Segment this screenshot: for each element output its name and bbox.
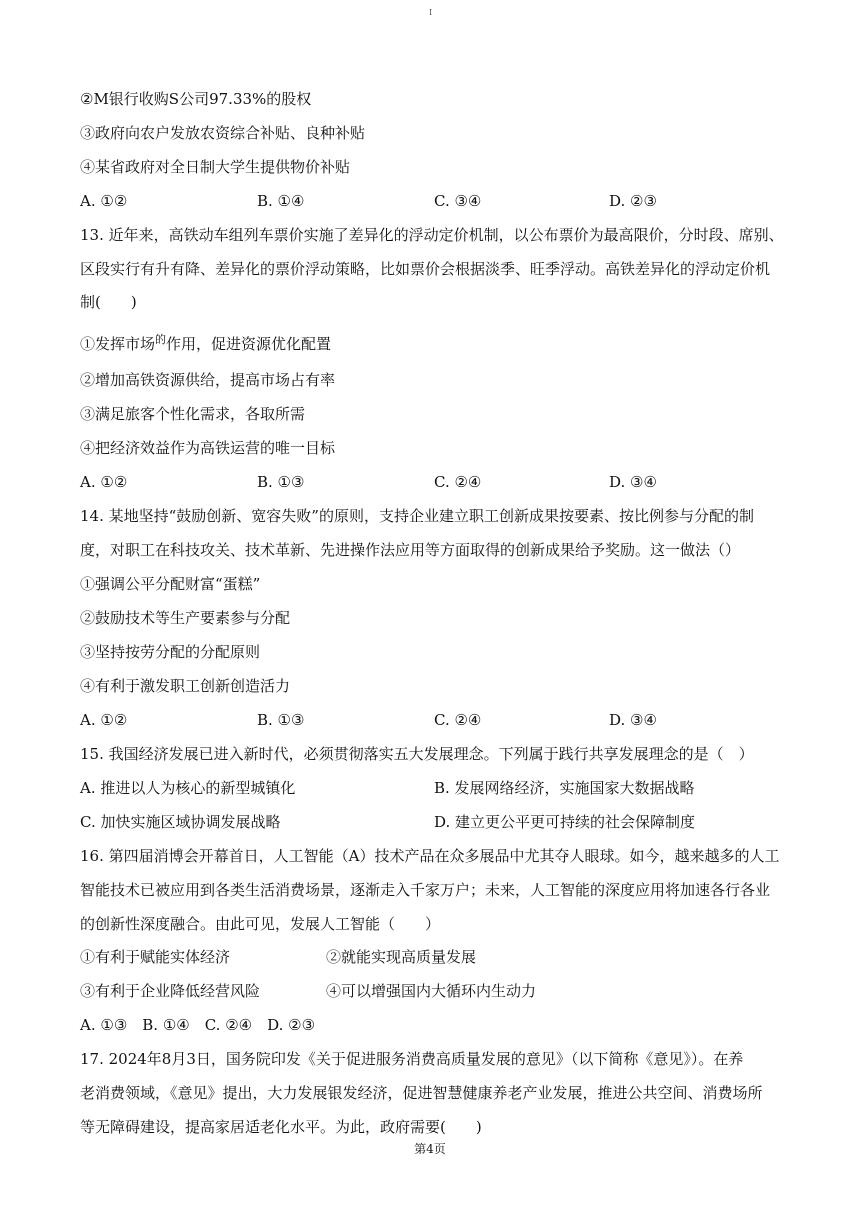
q17-stem-line-3: 等无障碍建设，提高家居适老化水平。为此，政府需要( ) bbox=[80, 1118, 482, 1136]
q14-stem-line-1: 14. 某地坚持“鼓励创新、宽容失败”的原则，支持企业建立职工创新成果按要素、按比例参与分配的制 bbox=[80, 507, 754, 525]
q12-option-b: B. ①④ bbox=[257, 192, 305, 210]
q14-item-4: ④有利于激发职工创新创造活力 bbox=[80, 677, 291, 695]
q14-item-1: ①强调公平分配财富“蛋糕” bbox=[80, 575, 261, 593]
q13-item-1-superscript: 的 bbox=[155, 333, 167, 346]
page-number-footer: 第4页 bbox=[414, 1142, 446, 1156]
q16-stem-line-2: 智能技术已被应用到各类生活消费场景，逐渐走入千家万户；未来，人工智能的深度应用将加速各行各业 bbox=[80, 881, 771, 899]
q13-option-b: B. ①③ bbox=[257, 473, 305, 491]
q16-item-3: ③有利于企业降低经营风险 bbox=[80, 982, 261, 1000]
q14-option-a: A. ①② bbox=[80, 711, 128, 729]
q16-stem-line-3: 的创新性深度融合。由此可见，发展人工智能（ ） bbox=[80, 915, 441, 933]
q15-option-c: C. 加快实施区域协调发展战略 bbox=[80, 813, 281, 831]
q16-options: A. ①③ B. ①④ C. ②④ D. ②③ bbox=[80, 1016, 316, 1034]
q12-item-2: ②M银行收购S公司97.33%的股权 bbox=[80, 90, 312, 108]
q12-option-d: D. ②③ bbox=[609, 192, 657, 210]
q14-stem-line-2: 度，对职工在科技攻关、技术革新、先进操作法应用等方面取得的创新成果给予奖励。这一做法（） bbox=[80, 541, 741, 559]
q13-item-1-end: 作用，促进资源优化配置 bbox=[166, 335, 332, 353]
q14-item-2: ②鼓励技术等生产要素参与分配 bbox=[80, 609, 291, 627]
q12-item-4: ④某省政府对全日制大学生提供物价补贴 bbox=[80, 158, 351, 176]
q12-item-3: ③政府向农户发放农资综合补贴、良种补贴 bbox=[80, 124, 366, 142]
q13-stem-line-2: 区段实行有升有降、差异化的票价浮动策略，比如票价会根据淡季、旺季浮动。高铁差异化的浮动定价机 bbox=[80, 260, 771, 278]
q15-stem: 15. 我国经济发展已进入新时代，必须贯彻落实五大发展理念。下列属于践行共享发展理念的是（ ） bbox=[80, 745, 754, 763]
q13-option-c: C. ②④ bbox=[434, 473, 482, 491]
page-marker: I bbox=[429, 8, 433, 17]
q14-item-3: ③坚持按劳分配的分配原则 bbox=[80, 643, 261, 661]
q16-item-1: ①有利于赋能实体经济 bbox=[80, 948, 231, 966]
q13-option-d: D. ③④ bbox=[609, 473, 657, 491]
q13-item-1 bbox=[80, 334, 331, 356]
q14-option-c: C. ②④ bbox=[434, 711, 482, 729]
q13-item-2: ②增加高铁资源供给，提高市场占有率 bbox=[80, 371, 336, 389]
q13-stem-line-3: 制( ) bbox=[80, 293, 137, 311]
q14-option-b: B. ①③ bbox=[257, 711, 305, 729]
q13-item-3: ③满足旅客个性化需求，各取所需 bbox=[80, 405, 306, 423]
q13-item-4: ④把经济效益作为高铁运营的唯一目标 bbox=[80, 439, 336, 457]
q12-option-c: C. ③④ bbox=[434, 192, 482, 210]
q13-option-a: A. ①② bbox=[80, 473, 128, 491]
q15-option-b: B. 发展网络经济，实施国家大数据战略 bbox=[434, 779, 695, 797]
q12-option-a: A. ①② bbox=[80, 192, 128, 210]
q15-option-a: A. 推进以人为核心的新型城镇化 bbox=[80, 779, 296, 797]
q13-stem-line-1: 13. 近年来，高铁动车组列车票价实施了差异化的浮动定价机制，以公布票价为最高限价，分时段、席别、 bbox=[80, 226, 784, 244]
q17-stem-line-2: 老消费领域，《意见》提出，大力发展银发经济，促进智慧健康养老产业发展，推进公共空间、消费场所 bbox=[80, 1084, 763, 1102]
q16-item-2: ②就能实现高质量发展 bbox=[326, 948, 477, 966]
q16-item-4: ④可以增强国内大循环内生动力 bbox=[326, 982, 537, 1000]
q14-option-d: D. ③④ bbox=[609, 711, 657, 729]
q13-item-1-start: ①发挥市场 bbox=[80, 335, 156, 353]
q16-stem-line-1: 16. 第四届消博会开幕首日，人工智能（A）技术产品在众多展品中尤其夺人眼球。如今，越来越多的人工 bbox=[80, 847, 780, 865]
q15-option-d: D. 建立更公平更可持续的社会保障制度 bbox=[434, 813, 696, 831]
q17-stem-line-1: 17. 2024年8月3日，国务院印发《关于促进服务消费高质量发展的意见》（以下简称《意见》）。在养 bbox=[80, 1050, 744, 1068]
